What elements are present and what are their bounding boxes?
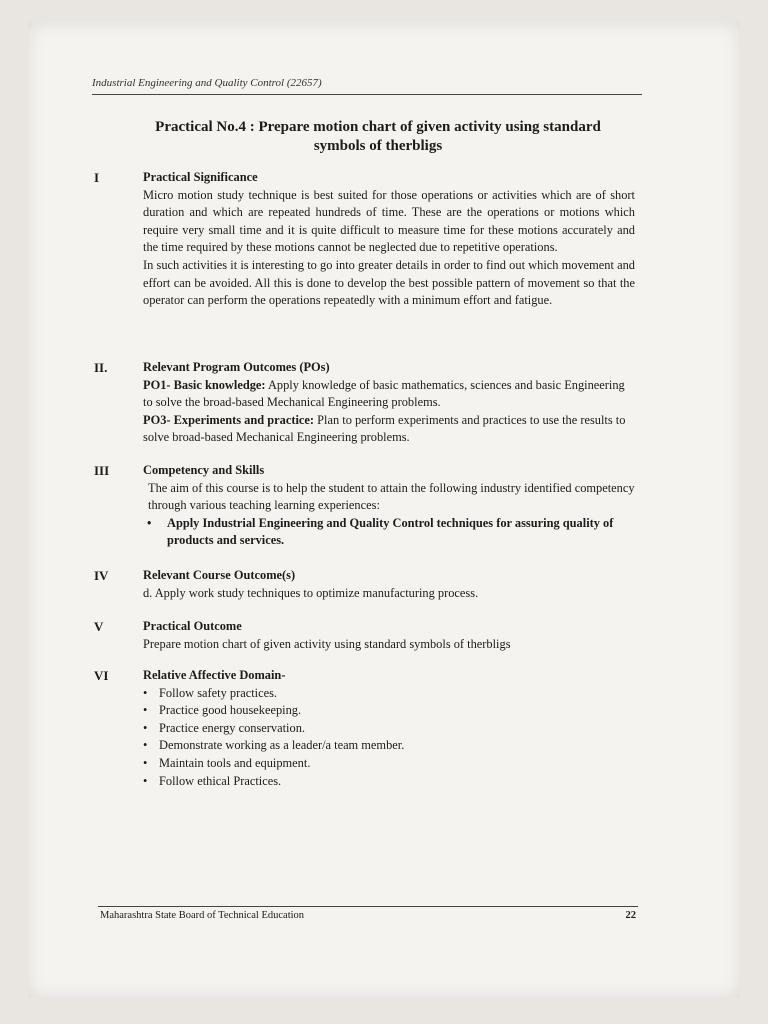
footer-organization: Maharashtra State Board of Technical Education	[100, 910, 305, 921]
section-number-6: VI	[94, 668, 109, 683]
paragraph: Micro motion study technique is best suited for those operations or activities which are of short duration and which are repeated hundreds of time. These are the operations or motions which require very small time and it is quite difficult to measure time for these motions accurately and the time required by these motions cannot be neglected due to repetitive operations.	[143, 187, 635, 255]
po1-label: PO1- Basic knowledge:	[143, 377, 266, 392]
section-heading: Competency and Skills	[143, 463, 265, 477]
paragraph: In such activities it is interesting to go into greater details in order to find out which movement and effort can be avoided. All this is done to develop the best possible pattern of movement so that the operator can perform the operations repeatedly with a minimum effort and fatigue.	[143, 257, 635, 308]
list-item-text: Practice energy conservation.	[159, 720, 305, 735]
section-heading: Relevant Course Outcome(s)	[143, 568, 296, 582]
po3-item	[143, 412, 635, 447]
list-item-text: Maintain tools and equipment.	[159, 755, 311, 770]
page-number: 22	[625, 910, 636, 921]
po3-text: Plan to perform experiments and practices to use the results to solve broad-based Mechanical Engineering problems.	[143, 412, 626, 445]
page-footer	[100, 910, 636, 921]
list-item-text: Practice good housekeeping.	[159, 703, 302, 718]
list-item	[143, 737, 635, 755]
bullet-dot: •	[143, 773, 148, 788]
bullet-dot: •	[147, 515, 152, 530]
practical-title	[78, 118, 678, 156]
bullet-dot: •	[143, 720, 148, 735]
list-item-text: Follow safety practices.	[159, 685, 278, 700]
bullet-text: Apply Industrial Engineering and Quality Control techniques for assuring quality of products and services.	[167, 515, 614, 548]
header-divider	[92, 94, 642, 95]
title-line-1: Practical No.4 : Prepare motion chart of given activity using standard	[155, 119, 601, 135]
section-number-5: V	[94, 619, 104, 634]
bullet-dot: •	[143, 738, 148, 753]
bullet-dot: •	[143, 755, 148, 770]
competency-bullet	[143, 515, 635, 550]
paragraph: The aim of this course is to help the student to attain the following industry identified competency through various teaching learning experiences:	[148, 480, 635, 513]
po3-label: PO3- Experiments and practice:	[143, 412, 315, 427]
po1-item	[143, 377, 635, 412]
bullet-dot: •	[143, 703, 148, 718]
paragraph: d. Apply work study techniques to optimize manufacturing process.	[143, 585, 479, 600]
section-affective-domain	[143, 667, 635, 790]
section-heading: Practical Significance	[143, 170, 258, 184]
list-item	[143, 685, 635, 703]
section-heading: Practical Outcome	[143, 619, 242, 633]
section-heading: Relative Affective Domain-	[143, 668, 286, 682]
list-item	[143, 702, 635, 720]
section-practical-outcome	[143, 618, 635, 653]
list-item-text: Follow ethical Practices.	[159, 773, 282, 788]
document-page	[28, 22, 740, 998]
section-number-1: I	[94, 170, 100, 185]
po1-text: Apply knowledge of basic mathematics, sciences and basic Engineering to solve the broad-based Mechanical Engineering problems.	[143, 377, 625, 410]
list-item	[143, 773, 635, 791]
title-line-2: symbols of therbligs	[313, 138, 443, 154]
section-number-4: IV	[94, 568, 109, 583]
section-practical-significance	[143, 169, 635, 310]
footer-divider	[98, 906, 638, 907]
list-item-text: Demonstrate working as a leader/a team member.	[159, 738, 405, 753]
section-number-3: III	[94, 463, 110, 478]
section-course-outcome	[143, 567, 635, 602]
section-competency	[143, 462, 635, 550]
section-program-outcomes	[143, 359, 635, 447]
list-item	[143, 755, 635, 773]
bullet-dot: •	[143, 685, 148, 700]
section-number-2: II.	[94, 360, 108, 375]
paragraph: Prepare motion chart of given activity using standard symbols of therbligs	[143, 636, 511, 651]
running-header: Industrial Engineering and Quality Control (22657)	[92, 77, 322, 89]
section-heading: Relevant Program Outcomes (POs)	[143, 360, 330, 374]
list-item	[143, 720, 635, 738]
